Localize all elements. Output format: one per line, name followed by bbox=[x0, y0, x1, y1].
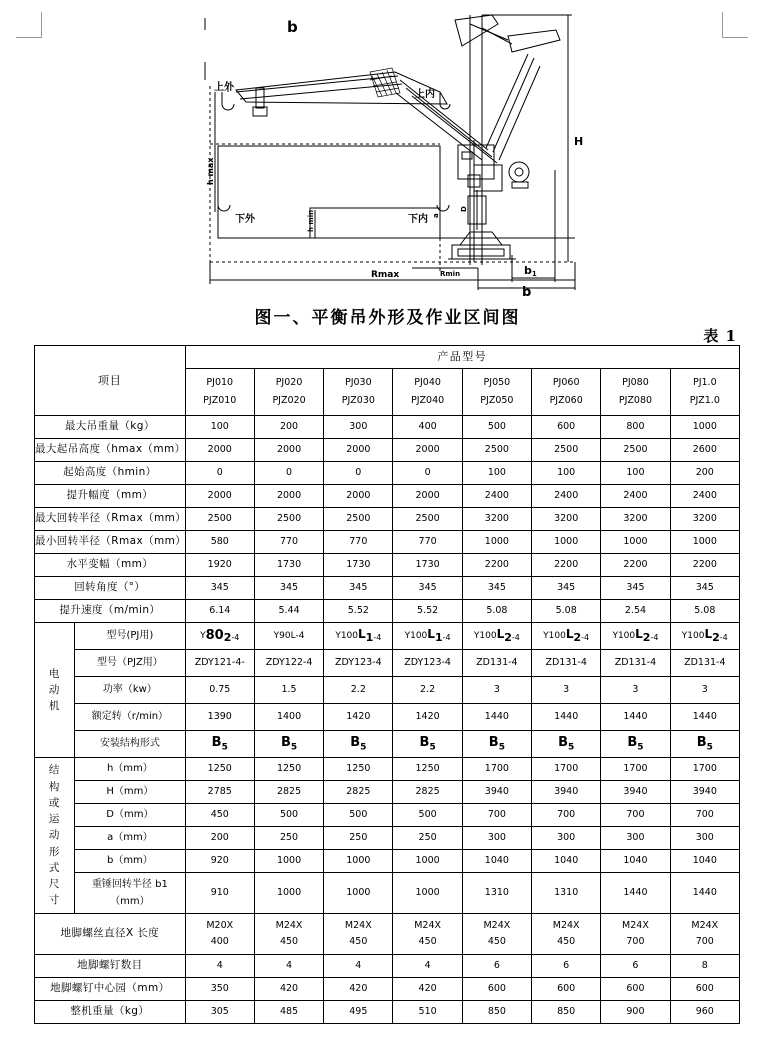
table-cell: Y100L1-4 bbox=[324, 623, 393, 650]
balance-crane-diagram bbox=[0, 0, 775, 300]
table-cell: 1390 bbox=[185, 704, 254, 731]
row-label: 最小回转半径（Rmax（mm） bbox=[35, 531, 186, 554]
table-cell: 700 bbox=[462, 804, 531, 827]
table-cell: 5.52 bbox=[393, 600, 462, 623]
table-cell: 420 bbox=[393, 978, 462, 1001]
table-cell: 2.2 bbox=[324, 677, 393, 704]
table-cell: Y100L2-4 bbox=[601, 623, 670, 650]
table-cell: Y100L2-4 bbox=[532, 623, 601, 650]
table-cell: M24X 450 bbox=[393, 914, 462, 955]
table-cell: 420 bbox=[254, 978, 323, 1001]
model-pjz: PJZ1.0 bbox=[689, 395, 720, 406]
table-cell: 2200 bbox=[670, 554, 739, 577]
table-cell: 700 bbox=[532, 804, 601, 827]
table-cell: 1040 bbox=[670, 850, 739, 873]
table-row bbox=[35, 704, 740, 731]
table-cell: $B_5$ bbox=[601, 731, 670, 758]
table-row bbox=[35, 346, 740, 369]
table-cell: ZDY122-4 bbox=[254, 650, 323, 677]
table-cell: 495 bbox=[324, 1001, 393, 1024]
table-cell: 1420 bbox=[324, 704, 393, 731]
table-row bbox=[35, 439, 740, 462]
table-cell: M20X 400 bbox=[185, 914, 254, 955]
table-cell: 1250 bbox=[185, 758, 254, 781]
table-cell: 2500 bbox=[601, 439, 670, 462]
table-cell: 300 bbox=[324, 416, 393, 439]
table-cell: 800 bbox=[601, 416, 670, 439]
table-cell: 1250 bbox=[254, 758, 323, 781]
table-row bbox=[35, 462, 740, 485]
table-cell: 770 bbox=[254, 531, 323, 554]
table-row bbox=[35, 804, 740, 827]
table-row bbox=[35, 850, 740, 873]
table-number-label: 表 1 bbox=[703, 327, 737, 345]
table-cell: 6 bbox=[532, 955, 601, 978]
table-cell: ZD131-4 bbox=[532, 650, 601, 677]
row-label: 地脚螺钉中心园（mm） bbox=[35, 978, 186, 1001]
table-cell: 2500 bbox=[185, 508, 254, 531]
table-cell: 850 bbox=[532, 1001, 601, 1024]
table-cell: 300 bbox=[601, 827, 670, 850]
table-cell: Y100L1-4 bbox=[393, 623, 462, 650]
table-cell: 1440 bbox=[670, 704, 739, 731]
table-cell: 100 bbox=[601, 462, 670, 485]
table-cell: 1730 bbox=[393, 554, 462, 577]
table-cell: 770 bbox=[324, 531, 393, 554]
table-cell: 2825 bbox=[324, 781, 393, 804]
table-cell: 1000 bbox=[393, 850, 462, 873]
row-label: 最大起吊高度（hmax（mm） bbox=[35, 439, 186, 462]
model-pj: PJ1.0 bbox=[692, 377, 717, 389]
table-cell: 510 bbox=[393, 1001, 462, 1024]
table-cell: Y100L2-4 bbox=[462, 623, 531, 650]
row-label: h（mm） bbox=[75, 758, 185, 781]
row-label: b（mm） bbox=[75, 850, 185, 873]
model-pj: PJ050 bbox=[483, 377, 511, 389]
model-pjz: PJZ050 bbox=[480, 395, 514, 406]
table-cell: 200 bbox=[254, 416, 323, 439]
group-label-motor: 电 动 机 bbox=[35, 623, 75, 758]
table-cell: M24X 450 bbox=[462, 914, 531, 955]
table-cell: 2000 bbox=[185, 485, 254, 508]
table-cell: M24X 450 bbox=[254, 914, 323, 955]
table-row bbox=[35, 554, 740, 577]
table-cell: 3200 bbox=[601, 508, 670, 531]
table-cell: 200 bbox=[670, 462, 739, 485]
row-label: 最大吊重量（kg） bbox=[35, 416, 186, 439]
table-cell: 5.52 bbox=[324, 600, 393, 623]
table-cell: 3940 bbox=[601, 781, 670, 804]
table-cell: 500 bbox=[324, 804, 393, 827]
table-row bbox=[35, 781, 740, 804]
table-cell: 2825 bbox=[254, 781, 323, 804]
table-cell: 4 bbox=[254, 955, 323, 978]
model-pjz: PJZ010 bbox=[203, 395, 237, 406]
table-cell: 500 bbox=[254, 804, 323, 827]
row-label: 安装结构形式 bbox=[75, 731, 185, 758]
table-cell: 250 bbox=[324, 827, 393, 850]
label-H: H bbox=[574, 135, 584, 148]
model-pj: PJ010 bbox=[206, 377, 234, 389]
table-cell: 3940 bbox=[670, 781, 739, 804]
table-cell: 1000 bbox=[254, 850, 323, 873]
table-row bbox=[35, 827, 740, 850]
table-cell: M24X 450 bbox=[324, 914, 393, 955]
table-cell: 400 bbox=[393, 416, 462, 439]
table-cell: 2500 bbox=[324, 508, 393, 531]
header-product-model: 产品型号 bbox=[185, 346, 739, 369]
table-cell: 1700 bbox=[601, 758, 670, 781]
table-cell: 1700 bbox=[462, 758, 531, 781]
label-Rmin: Rmin bbox=[440, 270, 461, 278]
specification-table bbox=[34, 345, 740, 1024]
table-cell: 700 bbox=[601, 804, 670, 827]
table-cell: 1000 bbox=[393, 873, 462, 914]
table-cell: Y802-4 bbox=[185, 623, 254, 650]
table-row bbox=[35, 677, 740, 704]
table-cell: 5.08 bbox=[462, 600, 531, 623]
table-cell: 450 bbox=[185, 804, 254, 827]
header-model-column bbox=[601, 369, 670, 416]
table-cell: 1440 bbox=[601, 704, 670, 731]
table-cell: 2400 bbox=[670, 485, 739, 508]
table-cell: Y100L2-4 bbox=[670, 623, 739, 650]
table-cell: 2000 bbox=[254, 485, 323, 508]
table-cell: 2400 bbox=[532, 485, 601, 508]
table-cell: $B_5$ bbox=[185, 731, 254, 758]
row-label: 提升速度（m/min） bbox=[35, 600, 186, 623]
label-top-inner: 上内 bbox=[415, 89, 435, 100]
table-cell: 2000 bbox=[324, 439, 393, 462]
table-cell: ZDY123-4 bbox=[393, 650, 462, 677]
row-label: 最大回转半径（Rmax（mm） bbox=[35, 508, 186, 531]
table-row bbox=[35, 955, 740, 978]
table-cell: 3 bbox=[532, 677, 601, 704]
table-cell: 1000 bbox=[254, 873, 323, 914]
table-cell: 2500 bbox=[254, 508, 323, 531]
table-cell: 1000 bbox=[670, 416, 739, 439]
table-cell: 250 bbox=[393, 827, 462, 850]
table-cell: 910 bbox=[185, 873, 254, 914]
table-row bbox=[35, 600, 740, 623]
table-cell: 2400 bbox=[462, 485, 531, 508]
table-cell: 345 bbox=[324, 577, 393, 600]
table-cell: $B_5$ bbox=[670, 731, 739, 758]
table-cell: 2.2 bbox=[393, 677, 462, 704]
table-cell: ZD131-4 bbox=[462, 650, 531, 677]
table-cell: 4 bbox=[393, 955, 462, 978]
label-b-bottom: b bbox=[522, 285, 532, 300]
table-cell: 0 bbox=[393, 462, 462, 485]
table-cell: 580 bbox=[185, 531, 254, 554]
table-cell: 2825 bbox=[393, 781, 462, 804]
header-model-column bbox=[532, 369, 601, 416]
row-label: 提升幅度（mm） bbox=[35, 485, 186, 508]
table-cell: 2600 bbox=[670, 439, 739, 462]
label-hmax: h max bbox=[206, 157, 215, 185]
table-cell: 100 bbox=[462, 462, 531, 485]
model-pj: PJ040 bbox=[414, 377, 441, 389]
row-label: D（mm） bbox=[75, 804, 185, 827]
header-item: 项目 bbox=[35, 346, 186, 416]
table-cell: 1000 bbox=[324, 873, 393, 914]
table-cell: 850 bbox=[462, 1001, 531, 1024]
table-cell: 485 bbox=[254, 1001, 323, 1024]
table-cell: 345 bbox=[670, 577, 739, 600]
model-pj: PJ030 bbox=[344, 377, 372, 389]
row-label: 地脚螺丝直径X 长度 bbox=[35, 914, 186, 955]
table-cell: 600 bbox=[532, 978, 601, 1001]
row-label: 型号(PJ用) bbox=[75, 623, 185, 650]
model-pjz: PJZ040 bbox=[411, 395, 445, 406]
table-cell: 960 bbox=[670, 1001, 739, 1024]
table-cell: 6 bbox=[462, 955, 531, 978]
table-cell: 1000 bbox=[532, 531, 601, 554]
table-cell: 1420 bbox=[393, 704, 462, 731]
table-cell: 600 bbox=[670, 978, 739, 1001]
table-cell: 345 bbox=[462, 577, 531, 600]
table-cell: 345 bbox=[532, 577, 601, 600]
table-cell: 100 bbox=[532, 462, 601, 485]
table-row bbox=[35, 758, 740, 781]
table-cell: 1250 bbox=[393, 758, 462, 781]
row-label: 回转角度（°） bbox=[35, 577, 186, 600]
label-a-dim: a bbox=[432, 213, 440, 218]
table-row bbox=[35, 508, 740, 531]
table-cell: 1000 bbox=[601, 531, 670, 554]
table-cell: 5.44 bbox=[254, 600, 323, 623]
table-cell: $B_5$ bbox=[324, 731, 393, 758]
table-cell: 8 bbox=[670, 955, 739, 978]
table-cell: 1000 bbox=[462, 531, 531, 554]
label-hmin: h min bbox=[307, 209, 315, 232]
table-cell: 600 bbox=[462, 978, 531, 1001]
table-cell: 1920 bbox=[185, 554, 254, 577]
table-cell: 1730 bbox=[324, 554, 393, 577]
table-cell: M24X 700 bbox=[670, 914, 739, 955]
table-cell: Y90L-4 bbox=[254, 623, 323, 650]
diagram-svg bbox=[0, 0, 775, 300]
table-cell: 1730 bbox=[254, 554, 323, 577]
table-cell: 305 bbox=[185, 1001, 254, 1024]
table-cell: 1000 bbox=[324, 850, 393, 873]
label-Rmax: Rmax bbox=[371, 270, 400, 280]
table-cell: 345 bbox=[254, 577, 323, 600]
header-model-column bbox=[324, 369, 393, 416]
table-cell: 0 bbox=[185, 462, 254, 485]
table-cell: 2200 bbox=[462, 554, 531, 577]
table-cell: 1040 bbox=[532, 850, 601, 873]
table-cell: ZD131-4 bbox=[670, 650, 739, 677]
table-cell: M24X 450 bbox=[532, 914, 601, 955]
table-cell: 6 bbox=[601, 955, 670, 978]
table-cell: 500 bbox=[393, 804, 462, 827]
table-cell: 0 bbox=[324, 462, 393, 485]
table-cell: 300 bbox=[670, 827, 739, 850]
label-bottom-outer: 下外 bbox=[235, 214, 255, 225]
table-cell: 900 bbox=[601, 1001, 670, 1024]
model-pjz: PJZ030 bbox=[341, 395, 375, 406]
row-label: H（mm） bbox=[75, 781, 185, 804]
table-row bbox=[35, 531, 740, 554]
table-cell: 600 bbox=[601, 978, 670, 1001]
table-cell: 2400 bbox=[601, 485, 670, 508]
table-cell: 1040 bbox=[462, 850, 531, 873]
table-row bbox=[35, 873, 740, 914]
header-model-column bbox=[670, 369, 739, 416]
table-cell: 4 bbox=[324, 955, 393, 978]
header-model-column bbox=[254, 369, 323, 416]
table-cell: 300 bbox=[462, 827, 531, 850]
table-row bbox=[35, 731, 740, 758]
model-pjz: PJZ020 bbox=[272, 395, 306, 406]
label-bottom-inner: 下内 bbox=[408, 214, 428, 225]
table-cell: 345 bbox=[601, 577, 670, 600]
table-cell: 3 bbox=[462, 677, 531, 704]
label-top-outer: 上外 bbox=[214, 82, 234, 93]
table-row bbox=[35, 650, 740, 677]
table-cell: 1440 bbox=[532, 704, 601, 731]
table-cell: 700 bbox=[670, 804, 739, 827]
table-cell: 2.54 bbox=[601, 600, 670, 623]
table-cell: 345 bbox=[185, 577, 254, 600]
table-row bbox=[35, 1001, 740, 1024]
model-pj: PJ060 bbox=[552, 377, 580, 389]
table-cell: $B_5$ bbox=[393, 731, 462, 758]
table-row bbox=[35, 485, 740, 508]
table-cell: 350 bbox=[185, 978, 254, 1001]
table-cell: 6.14 bbox=[185, 600, 254, 623]
row-label: 额定转（r/min） bbox=[75, 704, 185, 731]
row-label: a（mm） bbox=[75, 827, 185, 850]
table-cell: ZD131-4 bbox=[601, 650, 670, 677]
table-cell: 5.08 bbox=[670, 600, 739, 623]
table-cell: 2500 bbox=[393, 508, 462, 531]
table-cell: 500 bbox=[462, 416, 531, 439]
table-row bbox=[35, 416, 740, 439]
table-row bbox=[35, 914, 740, 955]
row-label: 地脚螺钉数目 bbox=[35, 955, 186, 978]
table-cell: 2785 bbox=[185, 781, 254, 804]
label-b-top: b bbox=[287, 18, 298, 36]
row-label: 重锤回转半径 b1 （mm） bbox=[75, 873, 185, 914]
table-cell: $B_5$ bbox=[462, 731, 531, 758]
figure-caption: 图一、平衡吊外形及作业区间图 bbox=[254, 308, 521, 328]
table-cell: 345 bbox=[393, 577, 462, 600]
header-model-column bbox=[185, 369, 254, 416]
table-cell: 3200 bbox=[670, 508, 739, 531]
table-cell: 2500 bbox=[532, 439, 601, 462]
table-cell: 2000 bbox=[185, 439, 254, 462]
table-cell: 2000 bbox=[324, 485, 393, 508]
table-cell: 1000 bbox=[670, 531, 739, 554]
table-cell: 1040 bbox=[601, 850, 670, 873]
table-cell: 200 bbox=[185, 827, 254, 850]
table-cell: 3940 bbox=[462, 781, 531, 804]
row-label: 型号（PJZ用） bbox=[75, 650, 185, 677]
table-cell: 4 bbox=[185, 955, 254, 978]
row-label: 功率（kw） bbox=[75, 677, 185, 704]
table-cell: 2500 bbox=[462, 439, 531, 462]
table-cell: 0.75 bbox=[185, 677, 254, 704]
row-label: 水平变幅（mm） bbox=[35, 554, 186, 577]
table-cell: 1700 bbox=[532, 758, 601, 781]
model-pj: PJ080 bbox=[622, 377, 649, 389]
table-cell: 1310 bbox=[532, 873, 601, 914]
table-cell: 3 bbox=[670, 677, 739, 704]
table-cell: 2200 bbox=[532, 554, 601, 577]
table-cell: ZDY121-4- bbox=[185, 650, 254, 677]
table-cell: 0 bbox=[254, 462, 323, 485]
table-cell: 1.5 bbox=[254, 677, 323, 704]
table-row bbox=[35, 577, 740, 600]
table-cell: 1440 bbox=[670, 873, 739, 914]
table-cell: ZDY123-4 bbox=[324, 650, 393, 677]
table-cell: 2200 bbox=[601, 554, 670, 577]
header-model-column bbox=[462, 369, 531, 416]
table-cell: 1310 bbox=[462, 873, 531, 914]
table-cell: 300 bbox=[532, 827, 601, 850]
table-cell: 100 bbox=[185, 416, 254, 439]
label-D-dim: D bbox=[460, 206, 468, 212]
table-row bbox=[35, 623, 740, 650]
table-cell: M24X 700 bbox=[601, 914, 670, 955]
table-cell: 1250 bbox=[324, 758, 393, 781]
table-cell: 2000 bbox=[393, 485, 462, 508]
model-pjz: PJZ060 bbox=[549, 395, 583, 406]
model-pj: PJ020 bbox=[275, 377, 303, 389]
table-cell: 1440 bbox=[601, 873, 670, 914]
model-pjz: PJZ080 bbox=[618, 395, 653, 406]
table-cell: 770 bbox=[393, 531, 462, 554]
label-b1: b1 bbox=[524, 264, 537, 278]
table-cell: 3940 bbox=[532, 781, 601, 804]
group-label-structure: 结 构 或 运 动 形 式 尺 寸 bbox=[35, 758, 75, 914]
table-cell: 3 bbox=[601, 677, 670, 704]
table-row bbox=[35, 978, 740, 1001]
table-cell: 3200 bbox=[532, 508, 601, 531]
table-cell: 5.08 bbox=[532, 600, 601, 623]
table-cell: 1440 bbox=[462, 704, 531, 731]
row-label: 起始高度（hmin） bbox=[35, 462, 186, 485]
table-cell: 2000 bbox=[393, 439, 462, 462]
header-model-column bbox=[393, 369, 462, 416]
table-cell: 3200 bbox=[462, 508, 531, 531]
table-cell: $B_5$ bbox=[254, 731, 323, 758]
table-cell: $B_5$ bbox=[532, 731, 601, 758]
table-cell: 250 bbox=[254, 827, 323, 850]
table-cell: 1400 bbox=[254, 704, 323, 731]
table-cell: 920 bbox=[185, 850, 254, 873]
table-cell: 420 bbox=[324, 978, 393, 1001]
table-cell: 1700 bbox=[670, 758, 739, 781]
table-cell: 2000 bbox=[254, 439, 323, 462]
table-cell: 600 bbox=[532, 416, 601, 439]
row-label: 整机重量（kg） bbox=[35, 1001, 186, 1024]
